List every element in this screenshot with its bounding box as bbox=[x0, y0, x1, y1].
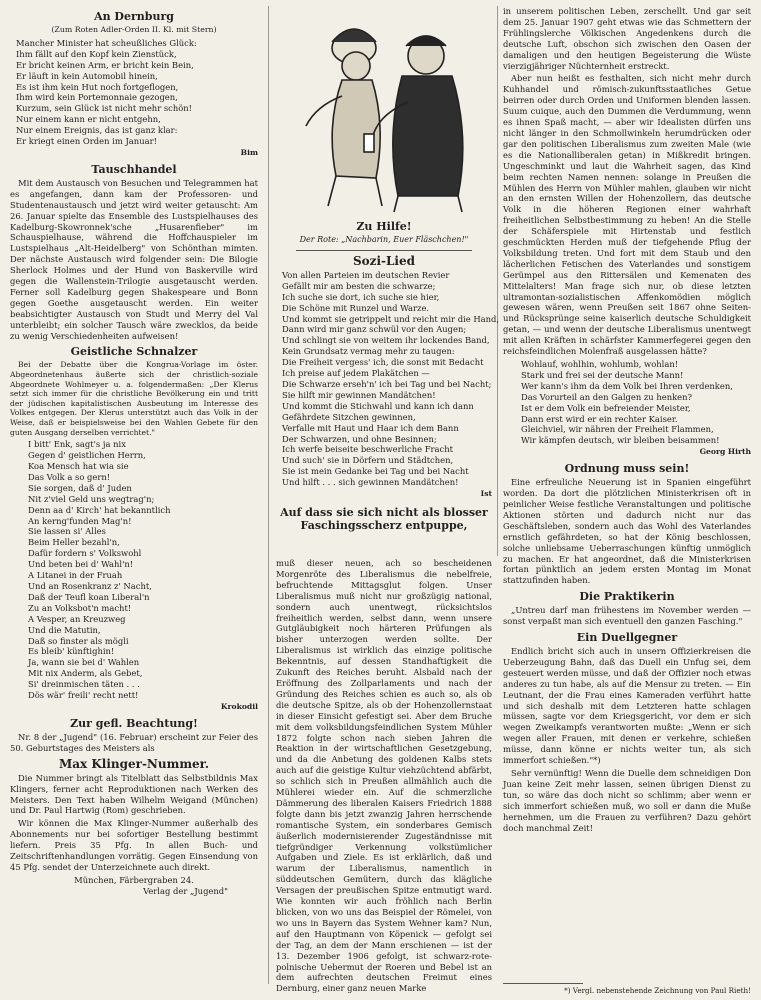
poem-line: Wir kämpfen deutsch, wir bleiben beisammen! bbox=[521, 435, 720, 446]
poem-line: Ja, wann sie bei d' Wahlen bbox=[28, 657, 140, 668]
poem-line: Ich werfe beiseite beschwerliche Fracht bbox=[282, 444, 453, 455]
poem bbox=[282, 269, 500, 488]
article-title: Die Praktikerin bbox=[579, 590, 675, 604]
article-title: Auf dass sie sich nicht als blosser Faschingsscherz entpuppe, bbox=[280, 505, 488, 532]
signature: Georg Hirth bbox=[699, 447, 751, 457]
poem-line: Dann wird mir ganz schwül vor den Augen; bbox=[282, 324, 467, 335]
article-body: Nr. 8 der „Jugend" (16. Februar) erscheint zur Feier des 50. Geburtstages des Meisters als bbox=[10, 731, 258, 753]
poem-line: Nit z'viel Geld uns wegtrag'n; bbox=[28, 493, 155, 504]
poem-line: Koa Mensch hat wia sie bbox=[28, 461, 129, 472]
poem-line: Ich preise auf jedem Plakätchen — bbox=[282, 368, 430, 379]
poem-line: Dafür fordern s' Volkswohl bbox=[28, 548, 142, 559]
signature: Krokodil bbox=[220, 701, 258, 711]
column-right bbox=[503, 6, 751, 835]
article-body: muß dieser neuen, ach so bescheidenen Morgenröte des Liberalismus die nebelfreie, befruchtende Mittagsglut folgen. Unser Liberalismus muß nicht nur großzügig national, sondern auch unentwegt, rücksichtslos freiheitlich werden, selbst dann, wenn unsere Gutgläubigkeit noch härteren Prüfungen als bisher unterzogen werden sollte. Der Liberalismus ist wirklich das einzige politische Bekenntnis, auf dessen Standhaftigkeit die Zukunft des Reiches beruht. Alsbald nach der Eröffnung des Zollparlaments und nach der Gründung des Reiches schien es auch so, als ob die deutsche Spitze, als ob der Hohenzollernstaat in dieser Einsicht gefestigt sei. Aber dem Bruche mit dem volksbildungsfeindlichen System Mühler 1872 folgte schon nach sieben Jahren die Reaktion in der wirtschaftlichen Gesetzgebung, und da die Anbetung des goldenen Kalbs stets auch auf die geistige Kultur viehzüchtend abfärbt, so schlich sich in Preußen allmählich auch die Mühlerei wieder ein. Auf die schmerzliche Dämmerung des liberalen Kaisers Friedrich 1888 folgte dann bis jetzt zwanzig Jahren herrschende romantische System, ein sonderbares Gemisch äußerlich modernisierender Zugeständnisse mit tiefgründiger Verkennung volkstümlicher Aufgaben und Ziele. Es ist erklärlich, daß und warum der Liberalismus, namentlich in süddeutschen Gemütern, durch das klägliche Versagen der preußischen Spitze entmutigt ward. Wie konnten wir auch fröhlich nach Berlin blicken, von wo uns das Beispiel der Römelei, von wo uns in Bayern das System Wehner kam? Nun, auf den Hauptmann von Köpenick — gefolgt sei der Tag, an dem der Mann erschienen — ist der 13. Dezember 1906 gefolgt, ist schwarz-rote-polnische Uebermut der Roeren und Bebel ist an dem aufrechten deutschen Freimut eines Dernburg, einer ganz neuen Marke bbox=[276, 558, 492, 994]
article-body: Aber nun heißt es festhalten, sich nicht mehr durch Kuhhandel und römisch-zukunftsstaatliches Getue beirren oder durch Orden und Uniformen blenden lassen. Suum cuique, auch den Dummen die Verdummung, wenn es ihnen Spaß macht, — aber wir Idealisten dürfen uns nicht länger in den Schmollwinkeln herumdrücken oder gar den politischen Liberalismus zum zweiten Male (wie es die Nationalliberalen getan) in Mißkredit bringen. Ungeschminkt und laut die Wahrheit sagen, das Kind beim rechten Namen nennen: solange in Preußen die Mühlen des Herrn von Mühler mahlen, glauben wir nicht an den ernsten Willen der Hohenzollern, das deutsche Volk in die höheren Regionen einer wahrhaft freiheitlichen Selbstbestimmung zu heben! An die Stelle der Schäferspiele mit Hirtenstab und festlich geschmückten Herden muß der tiefgehende Pflug der Volksbildung treten. Und fort mit dem Staub und den lächerlichen Fetischen des Vaterlandes und sonstigem Gerümpel aus den Rittersälen und Kemenaten des Mittelalters! Man frage sich nur, ob diese letzten ultramontan-sozialistischen Affenkomödien möglich gewesen wären, wenn Preußen seit 1867 ohne Seiten- und Rücksprünge seine kaiserlich deutsche Schuldigkeit getan, — und wenn der deutsche Liberalismus unentwegt mit allen Kräften in schärfster Kammerfegerei gegen den reichsfeindlichen Molenfraß ausgelassen hätte? bbox=[503, 73, 751, 357]
article-body: in unserem politischen Leben, zerschellt. Und gar seit dem 25. Januar 1907 geht etwas wie das Schmettern der Frühlingslerche Völkischen Angedenkens durch die deutsche Luft, obschon sich zwischen den Oasen der damaligen und den heutigen Begeisterung die Wüste vierzigjähriger Nüchternheit erstreckt. bbox=[503, 6, 751, 71]
article-intro: Bei der Debatte über die Kongrua-Vorlage im öster. Abgeordnetenhaus äußerte sich der christlich-soziale Abgeordnete Wohlmeyer u. a. folgendermaßen: „Der Klerus setzt sich immer für die christliche Bevölkerung ein und tritt der jüdischen kapitalistischen Ausbeutung im Interesse des Volkes entgegen. Der Klerus unterstützt auch das Volk in der Weise, daß er beispielsweise bei den Wahlen Gebete für den guten Ausgang derselben verrichtet." bbox=[10, 360, 258, 437]
poem-line: Das Volk a so gern! bbox=[28, 471, 111, 482]
poem-line: Sie lassen si' Alles bbox=[28, 526, 106, 537]
poem-line: Kein Grundsatz vermag mehr zu taugen: bbox=[282, 346, 455, 357]
article-body: „Untreu darf man frühestens im November werden — sonst verpaßt man sich eventuell den ganzen Fasching." bbox=[503, 605, 751, 627]
poem-line: Ihm wird kein Portemonnaie gezogen, bbox=[16, 92, 178, 103]
poem-line: Gefällt mir am besten die schwarze; bbox=[282, 280, 436, 291]
article-title: Geistliche Schnalzer bbox=[70, 345, 198, 359]
poem-line: Daß so finster als mögli bbox=[28, 635, 129, 646]
poem-line: Stark und frei sei der deutsche Mann! bbox=[521, 369, 684, 380]
poem-line: Gleichviel, wir nähren der Freiheit Flammen, bbox=[521, 424, 714, 435]
illustration-caption: Der Rote: „Nachbarin, Euer Fläschchen!" bbox=[299, 235, 469, 244]
poem-line: An kerng'funden Mag'n! bbox=[28, 515, 132, 526]
illustration-title: Zu Hilfe! bbox=[356, 220, 412, 233]
article-body: Sehr vernünftig! Wenn die Duelle dem schneidigen Don Juan keine Zeit mehr lassen, seinen übrigen Dienst zu tun, so wäre das doch nicht so schlimm; aber wenn er sich immerfort schießen muß, wo soll er dann die Muße hernehmen, um die Frauen zu verführen? Dazu gehört doch manchmal Zeit! bbox=[503, 768, 751, 833]
poem-line: Nur einem Ereignis, das ist ganz klar: bbox=[16, 125, 178, 136]
poem-line: Und kommt sie getrippelt und reicht mir die Hand, bbox=[282, 313, 500, 324]
poem-line: Beim Heller bezahl'n, bbox=[28, 537, 120, 548]
article-body: Eine erfreuliche Neuerung ist in Spanien eingeführt worden. Da dort die plötzlichen Ministerkrisen oft in peinlicher Weise festliche Veranstaltungen und politische Aktionen störten und dadurch nicht nur das Geschäftsleben, sondern auch das Wohl des Vaterlandes ernstlich gefährdeten, so hat der König beschlossen, solche unliebsame Ueberraschungen künftig unmöglich zu machen. Er hat angeordnet, daß die Ministerkrisen fortan pünktlich an jedem ersten Montag im Monat stattzufinden haben. bbox=[503, 477, 751, 586]
poem-line: Und die Matutin, bbox=[28, 624, 101, 635]
signature: Bim bbox=[240, 147, 258, 157]
poem-line: Sie sorgen, daß d' Juden bbox=[28, 482, 132, 493]
poem-line: Ich suche sie dort, ich suche sie hier, bbox=[282, 291, 440, 302]
article-title: An Dernburg bbox=[94, 10, 174, 23]
poem-line: Dann erst wird er ein rechter Kaiser. bbox=[521, 413, 678, 424]
poem-line: Und an Rosenkranz z' Nacht, bbox=[28, 581, 152, 591]
poem-line: I bitt' Enk, sagt's ja nix bbox=[28, 439, 126, 450]
poem-line: Er bricht keinen Arm, er bricht kein Bein, bbox=[16, 59, 194, 70]
article-subtitle: (Zum Roten Adler-Orden II. Kl. mit Stern) bbox=[51, 25, 217, 34]
poem-line: Denn aa d' Kirch' hat bekanntlich bbox=[28, 504, 171, 515]
poem-line: Er kriegt einen Orden im Januar! bbox=[16, 136, 157, 147]
article-title: Tauschhandel bbox=[91, 162, 177, 176]
poem-line: Gegen d' geistlichen Herrn, bbox=[28, 450, 146, 461]
poem-line: Dös wär' freili' recht nett! bbox=[28, 690, 139, 701]
poem-line: Zu an Volksbot'n macht! bbox=[28, 602, 132, 613]
article-body: Endlich bricht sich auch in unsern Offizierkreisen die Ueberzeugung Bahn, daß das Duell ein Unfug sei, dem gesteuert werden müsse, und daß der Offizier noch etwas anderes zu tun habe, als auf die Mensur zu treten. — Ein Leutnant, der die Frau eines Kameraden verführt hatte und sich deshalb mit dem Letzteren hatte schlagen müssen, sagte vor dem Kriegsgericht, vor dem er sich wegen Zweikampfs verantworten mußte: „Wenn er sich wegen aller Frauen, mit denen er verkehre, schießen müsse, dann könne er nichts weiter tun, als sich immerfort schießen."*) bbox=[503, 646, 751, 766]
article-body: Mit dem Austausch von Besuchen und Telegrammen hat es angefangen, dann kam der Professoren- und Studentenaustausch und jetzt wird weiter getauscht: Am 26. Januar spielte das Ensemble des Lustspielhauses des Kadelburg-Skowronnek'sche „Husarenfieber" im Schauspielhause, während die Hoffchauspieler im Lustspielhaus „Alt-Heidelberg" von Schönthan mimten. Der nächste Austausch wird folgender sein: Die Bilogie Sherlock Holmes und der Hund von Baskerville wird gegen die Wallenstein-Trilogie ausgetauscht werden. Ferner soll Kadelburg gegen Shakespeare und Bonn gegen Goethe ausgetauscht werden. Ein weiter beabsichtigter Austausch von Studt und Merry del Val unterbleibt; ein solcher Tausch wäre zwecklos, da beide zu wenig Verschiedenheiten aufweisen! bbox=[10, 177, 258, 341]
poem-line: Und such' sie in Dörfern und Städtchen, bbox=[282, 455, 454, 466]
poem-line: Und kommt die Stichwahl und kann ich dann bbox=[282, 400, 474, 411]
poem-line: Sie hilft mir gewinnen Mandätchen! bbox=[282, 389, 436, 400]
article-body: Wir können die Max Klinger-Nummer außerhalb des Abonnements nur bei sofortiger Bestellung bestimmt liefern. Preis 35 Pfg. In allen Buch- und Zeitschriftenhandlungen vorrätig. Gegen Einsendung von 45 Pfg. sendet der Unterzeichnete auch direkt. bbox=[10, 818, 258, 872]
poem-line: Wer kann's ihm da dem Volk bei Ihren verdenken, bbox=[521, 380, 733, 391]
poem-line: Es bleib' künftighin! bbox=[28, 646, 115, 657]
poem-line: Die Schwarze erseh'n' ich bei Tag und bei Nacht; bbox=[282, 378, 492, 389]
footnote: *) Vergl. nebenstehende Zeichnung von Paul Rieth! bbox=[564, 986, 751, 995]
article-title: Ordnung muss sein! bbox=[564, 462, 690, 476]
poem-line: Daß der Teufl koan Liberal'n bbox=[28, 591, 150, 602]
publisher: Verlag der „Jugend" bbox=[143, 885, 228, 896]
poem-line: Der Schwarzen, und ohne Besinnen; bbox=[282, 433, 437, 444]
poem-line: Ist er dem Volk ein befreiender Meister, bbox=[521, 402, 691, 413]
cartoon-illustration bbox=[276, 6, 492, 216]
poem-line: Und hilft . . . sich gewinnen Mandätchen! bbox=[282, 477, 459, 488]
poem-line: Und beten bei d' Wahl'n! bbox=[28, 559, 134, 570]
poem-line: Wohlauf, wohlhin, wohlumb, wohlan! bbox=[521, 359, 679, 369]
poem-line: A Litanei in der Fruah bbox=[28, 570, 123, 581]
divider bbox=[296, 250, 472, 251]
poem-line: Nur einem kann er nicht entgehn, bbox=[16, 114, 161, 125]
column-divider bbox=[268, 6, 269, 984]
poem bbox=[28, 439, 258, 701]
poem-line: Das Vorurteil an den Galgen zu henken? bbox=[521, 391, 693, 402]
poem-line: Mit nix Anderm, als Gebet, bbox=[28, 668, 143, 679]
poem-line: Die Freiheit vergess' ich, die sonst mit Bedacht bbox=[282, 357, 484, 368]
poem-line: Gefährdete Sitzchen gewinnen, bbox=[282, 411, 416, 422]
article-title: Ein Duellgegner bbox=[576, 631, 678, 645]
poem-line: Und schlingt sie von weitem ihr lockendes Band, bbox=[282, 335, 490, 346]
poem-line: Ihm fällt auf den Kopf kein Zienstück, bbox=[16, 48, 177, 59]
poem-line: Mancher Minister hat scheußliches Glück: bbox=[16, 37, 197, 48]
article-heading: Max Klinger-Nummer. bbox=[58, 756, 210, 771]
footnote-rule bbox=[503, 983, 583, 984]
poem-line: Es ist ihm kein Hut noch fortgeflogen, bbox=[16, 81, 179, 92]
poem-line: Von allen Parteien im deutschen Revier bbox=[282, 269, 450, 280]
column-divider bbox=[497, 6, 498, 556]
signature: Ist bbox=[480, 489, 492, 499]
poem-line: Die Schöne mit Runzel und Warze. bbox=[282, 302, 430, 313]
address: München, Färbergraben 24. bbox=[74, 874, 194, 885]
poem-line: Er läuft in kein Automobil hinein, bbox=[16, 70, 158, 81]
poem bbox=[16, 38, 258, 147]
article-title: Zur gefl. Beachtung! bbox=[70, 716, 198, 730]
article-body: Die Nummer bringt als Titelblatt das Selbstbildnis Max Klingers, ferner acht Reproduktionen nach Werken des Meisters. Den Text haben Wilhelm Weigand (München) und Dr. Paul Hartwig (Rom) geschrieben. bbox=[10, 772, 258, 816]
poem-line: Verfalle mit Haut und Haar ich dem Bann bbox=[282, 422, 459, 433]
poem-line: A Vesper, an Kreuzweg bbox=[28, 613, 126, 624]
poem-line: Sie ist mein Gedanke bei Tag und bei Nacht bbox=[282, 466, 469, 477]
column-left bbox=[10, 6, 258, 897]
article-title: Sozi-Lied bbox=[352, 253, 416, 268]
poem bbox=[521, 359, 751, 446]
poem-line: Si' dreinmischen täten . . . bbox=[28, 679, 140, 690]
poem-line: Kurzum, sein Glück ist nicht mehr schön! bbox=[16, 103, 193, 114]
column-middle bbox=[276, 6, 500, 534]
